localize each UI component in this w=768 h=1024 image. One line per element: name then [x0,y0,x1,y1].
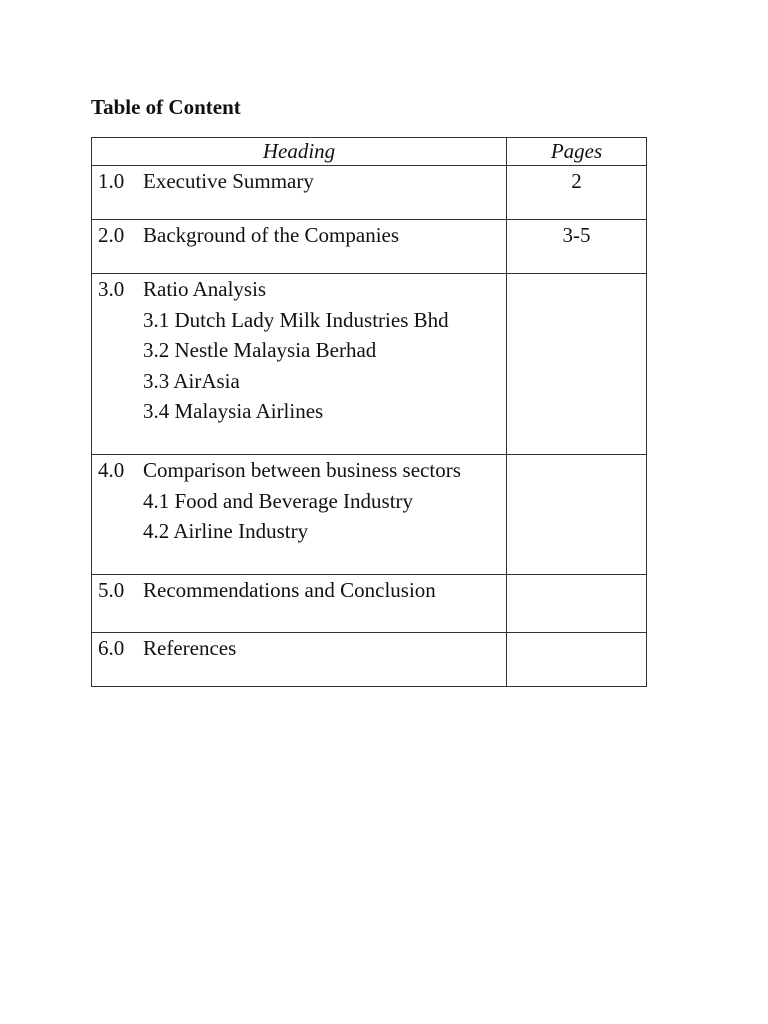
pages-cell [507,633,647,687]
header-heading: Heading [92,138,507,166]
section-title: Ratio Analysis [143,277,267,301]
table-row [92,633,647,687]
document-title: Table of Content [91,95,241,119]
section-number: 3.0 [98,277,125,301]
subsection-title: 3.3 AirAsia [143,368,240,393]
heading-cell [92,166,507,220]
subsection-title: 3.1 Dutch Lady Milk Industries Bhd [143,307,449,332]
heading-cell [92,220,507,274]
pages-cell [507,274,647,455]
section-number: 5.0 [98,578,125,602]
pages-cell: 3-5 [507,220,647,274]
subsection-title: 3.4 Malaysia Airlines [143,399,324,423]
section-title: Comparison between business sectors [143,458,461,482]
header-pages: Pages [507,138,647,166]
section-title: Executive Summary [143,169,314,193]
pages-cell [507,455,647,575]
heading-cell [92,633,507,687]
section-number: 1.0 [98,169,125,193]
section-title: Recommendations and Conclusion [143,578,436,602]
table-header-row [92,138,647,166]
heading-cell [92,575,507,633]
subsection-title: 4.1 Food and Beverage Industry [143,488,414,513]
section-title: References [143,636,237,660]
pages-cell [507,575,647,633]
section-number: 2.0 [98,223,125,247]
table-row [92,166,647,220]
subsection-title: 4.2 Airline Industry [143,519,309,543]
pages-cell: 2 [507,166,647,220]
table-row [92,455,647,575]
heading-cell [92,455,507,575]
section-title: Background of the Companies [143,223,400,247]
table-row [92,220,647,274]
section-number: 4.0 [98,458,125,482]
table-row [92,575,647,633]
table-of-contents [91,137,647,687]
table-row [92,274,647,455]
section-number: 6.0 [98,636,125,660]
subsection-title: 3.2 Nestle Malaysia Berhad [143,338,377,362]
heading-cell [92,274,507,455]
